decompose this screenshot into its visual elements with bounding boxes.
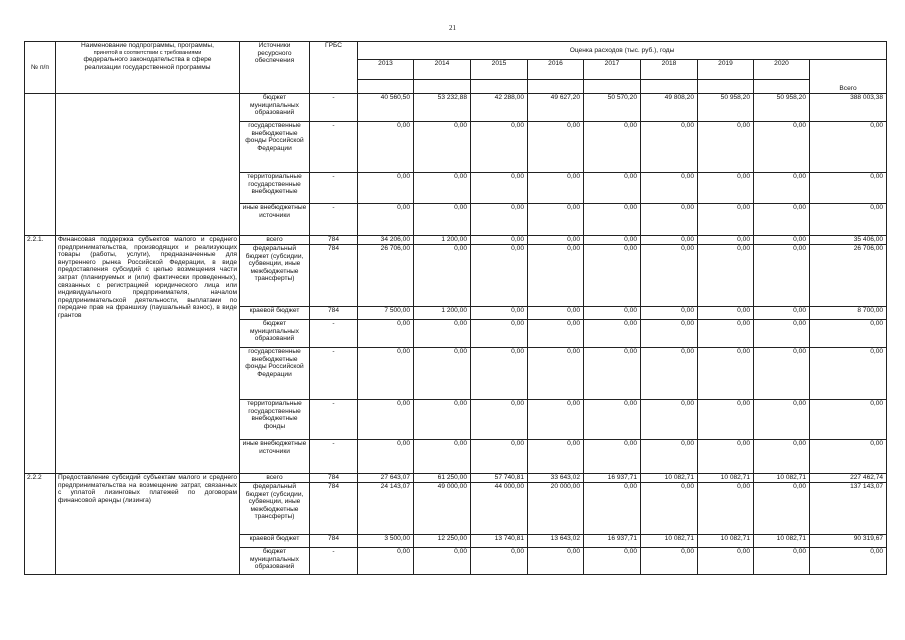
value-cell: 10 082,71 xyxy=(698,474,754,483)
value-cell: 0,00 xyxy=(641,348,698,400)
value-cell: 0,00 xyxy=(754,307,810,320)
header-np: № п/п xyxy=(25,42,56,94)
source-cell: государственные внебюджетные фонды Российской Федерации xyxy=(240,122,310,173)
grbs-cell: 784 xyxy=(310,307,358,320)
value-cell: 49 808,20 xyxy=(641,94,698,122)
value-cell: 0,00 xyxy=(698,440,754,474)
value-cell: 0,00 xyxy=(414,548,471,575)
table-header xyxy=(25,42,887,94)
value-cell: 0,00 xyxy=(810,320,887,348)
value-cell: 0,00 xyxy=(358,548,414,575)
grbs-cell: 784 xyxy=(310,245,358,307)
source-cell: федеральный бюджет (субсидии, субвенции, иные межбюджетные трансферты) xyxy=(240,245,310,307)
header-name-line1: Наименование подпрограммы, программы, xyxy=(81,42,214,49)
grbs-cell: - xyxy=(310,440,358,474)
value-cell: 0,00 xyxy=(358,204,414,236)
source-cell: территориальные государственные внебюджетные xyxy=(240,173,310,204)
value-cell: 0,00 xyxy=(528,245,584,307)
table-row xyxy=(25,236,887,245)
value-cell: 34 206,00 xyxy=(358,236,414,245)
value-cell: 137 143,07 xyxy=(810,483,887,535)
year-cell: 2017 xyxy=(584,60,641,80)
source-cell: краевой бюджет xyxy=(240,307,310,320)
grbs-cell: - xyxy=(310,348,358,400)
value-cell: 53 232,88 xyxy=(414,94,471,122)
grbs-cell: 784 xyxy=(310,535,358,548)
value-cell: 0,00 xyxy=(698,548,754,575)
value-cell: 0,00 xyxy=(414,400,471,440)
grbs-cell: - xyxy=(310,400,358,440)
value-cell: 0,00 xyxy=(698,122,754,173)
value-cell: 388 003,38 xyxy=(810,94,887,122)
value-cell: 0,00 xyxy=(754,236,810,245)
value-cell: 0,00 xyxy=(528,122,584,173)
value-cell: 0,00 xyxy=(471,173,528,204)
source-cell: территориальные государственные внебюджетные фонды xyxy=(240,400,310,440)
value-cell: 0,00 xyxy=(698,307,754,320)
grbs-cell: 784 xyxy=(310,236,358,245)
year-cell: 2013 xyxy=(358,60,414,80)
value-cell: 33 643,02 xyxy=(528,474,584,483)
value-cell: 10 082,71 xyxy=(641,474,698,483)
value-cell: 24 143,07 xyxy=(358,483,414,535)
value-cell: 1 200,00 xyxy=(414,236,471,245)
source-cell: иные внебюджетные источники xyxy=(240,204,310,236)
header-source: Источники ресурсного обеспечения xyxy=(240,42,310,94)
value-cell: 0,00 xyxy=(471,122,528,173)
source-cell: федеральный бюджет (субсидии, субвенции, иные межбюджетные трансферты) xyxy=(240,483,310,535)
page-number: 21 xyxy=(449,24,456,32)
row-number: 2.2.2 xyxy=(25,474,56,575)
value-cell: 0,00 xyxy=(584,483,641,535)
value-cell: 13 740,81 xyxy=(471,535,528,548)
value-cell: 50 958,20 xyxy=(754,94,810,122)
value-cell: 0,00 xyxy=(528,173,584,204)
value-cell: 0,00 xyxy=(810,348,887,400)
value-cell: 0,00 xyxy=(528,204,584,236)
value-cell: 0,00 xyxy=(414,320,471,348)
header-name xyxy=(56,42,240,94)
source-cell: бюджет муниципальных образований xyxy=(240,94,310,122)
value-cell: 0,00 xyxy=(471,204,528,236)
grbs-cell: - xyxy=(310,548,358,575)
row-name: Предоставление субсидий субъектам малого и среднего предпринимательства на возмещение затрат, связанных с уплатой лизинговых платежей по договорам финансовой аренды (лизинга) xyxy=(56,474,240,575)
grbs-cell: - xyxy=(310,204,358,236)
value-cell: 26 706,00 xyxy=(358,245,414,307)
value-cell: 0,00 xyxy=(698,236,754,245)
table-row xyxy=(25,94,887,122)
year-cell: 2016 xyxy=(528,60,584,80)
value-cell: 0,00 xyxy=(471,440,528,474)
value-cell: 90 319,67 xyxy=(810,535,887,548)
value-cell: 0,00 xyxy=(584,320,641,348)
value-cell: 0,00 xyxy=(810,400,887,440)
header-total: Всего xyxy=(810,60,887,94)
value-cell: 44 000,00 xyxy=(471,483,528,535)
value-cell: 57 740,81 xyxy=(471,474,528,483)
value-cell: 49 627,20 xyxy=(528,94,584,122)
year-cell: 2018 xyxy=(641,60,698,80)
value-cell: 0,00 xyxy=(698,173,754,204)
value-cell: 0,00 xyxy=(584,400,641,440)
value-cell: 0,00 xyxy=(358,440,414,474)
grbs-cell: - xyxy=(310,173,358,204)
value-cell: 3 500,00 xyxy=(358,535,414,548)
year-cell: 2019 xyxy=(698,60,754,80)
value-cell: 0,00 xyxy=(528,307,584,320)
value-cell: 0,00 xyxy=(698,204,754,236)
grbs-cell: - xyxy=(310,320,358,348)
value-cell: 0,00 xyxy=(414,204,471,236)
table-row xyxy=(25,474,887,483)
value-cell: 10 082,71 xyxy=(698,535,754,548)
value-cell: 0,00 xyxy=(471,320,528,348)
value-cell: 0,00 xyxy=(358,122,414,173)
value-cell: 0,00 xyxy=(414,440,471,474)
year-cell: 2020 xyxy=(754,60,810,80)
year-cell: 2015 xyxy=(471,60,528,80)
value-cell: 0,00 xyxy=(641,400,698,440)
value-cell: 0,00 xyxy=(528,548,584,575)
value-cell: 0,00 xyxy=(641,204,698,236)
value-cell: 227 462,74 xyxy=(810,474,887,483)
value-cell: 0,00 xyxy=(584,236,641,245)
header-grbs: ГРБС xyxy=(310,42,358,94)
source-cell: бюджет муниципальных образований xyxy=(240,320,310,348)
value-cell: 42 288,00 xyxy=(471,94,528,122)
value-cell: 0,00 xyxy=(754,173,810,204)
value-cell: 0,00 xyxy=(358,348,414,400)
value-cell: 0,00 xyxy=(754,440,810,474)
value-cell: 0,00 xyxy=(754,204,810,236)
value-cell: 0,00 xyxy=(414,173,471,204)
value-cell: 0,00 xyxy=(528,440,584,474)
value-cell: 16 937,71 xyxy=(584,474,641,483)
value-cell: 0,00 xyxy=(358,320,414,348)
value-cell: 0,00 xyxy=(358,173,414,204)
value-cell: 0,00 xyxy=(584,348,641,400)
value-cell: 35 406,00 xyxy=(810,236,887,245)
value-cell: 0,00 xyxy=(584,440,641,474)
value-cell: 0,00 xyxy=(471,307,528,320)
row-number xyxy=(25,94,56,236)
value-cell: 0,00 xyxy=(528,348,584,400)
value-cell: 12 250,00 xyxy=(414,535,471,548)
value-cell: 0,00 xyxy=(641,173,698,204)
value-cell: 0,00 xyxy=(641,122,698,173)
source-cell: всего xyxy=(240,236,310,245)
value-cell: 0,00 xyxy=(698,320,754,348)
value-cell: 0,00 xyxy=(754,400,810,440)
value-cell: 0,00 xyxy=(641,320,698,348)
source-cell: государственные внебюджетные фонды Российской Федерации xyxy=(240,348,310,400)
value-cell: 27 643,07 xyxy=(358,474,414,483)
value-cell: 0,00 xyxy=(754,320,810,348)
value-cell: 0,00 xyxy=(584,204,641,236)
row-name xyxy=(56,94,240,236)
value-cell: 8 700,00 xyxy=(810,307,887,320)
value-cell: 0,00 xyxy=(698,245,754,307)
value-cell: 0,00 xyxy=(698,483,754,535)
value-cell: 0,00 xyxy=(584,307,641,320)
value-cell: 26 706,00 xyxy=(810,245,887,307)
value-cell: 0,00 xyxy=(810,440,887,474)
value-cell: 0,00 xyxy=(414,245,471,307)
value-cell: 0,00 xyxy=(754,122,810,173)
source-cell: иные внебюджетные источники xyxy=(240,440,310,474)
row-number: 2.2.1. xyxy=(25,236,56,474)
value-cell: 0,00 xyxy=(754,548,810,575)
value-cell: 0,00 xyxy=(641,483,698,535)
value-cell: 50 570,20 xyxy=(584,94,641,122)
value-cell: 0,00 xyxy=(641,548,698,575)
header-estimate: Оценка расходов (тыс. руб.), годы xyxy=(358,42,887,60)
source-cell: краевой бюджет xyxy=(240,535,310,548)
value-cell: 0,00 xyxy=(528,400,584,440)
value-cell: 0,00 xyxy=(528,236,584,245)
value-cell: 0,00 xyxy=(810,548,887,575)
header-name-line3: федерального законодательства в сфере xyxy=(83,56,212,63)
source-cell: всего xyxy=(240,474,310,483)
value-cell: 0,00 xyxy=(414,348,471,400)
value-cell: 0,00 xyxy=(528,320,584,348)
source-cell: бюджет муниципальных образований xyxy=(240,548,310,575)
value-cell: 13 643,02 xyxy=(528,535,584,548)
value-cell: 61 250,00 xyxy=(414,474,471,483)
value-cell: 0,00 xyxy=(584,245,641,307)
value-cell: 0,00 xyxy=(754,348,810,400)
value-cell: 49 000,00 xyxy=(414,483,471,535)
value-cell: 0,00 xyxy=(414,122,471,173)
value-cell: 0,00 xyxy=(471,245,528,307)
value-cell: 0,00 xyxy=(471,400,528,440)
value-cell: 0,00 xyxy=(810,122,887,173)
value-cell: 0,00 xyxy=(698,348,754,400)
value-cell: 1 200,00 xyxy=(414,307,471,320)
header-name-line4: реализации государственной программы xyxy=(84,63,211,71)
expense-table xyxy=(24,41,887,575)
value-cell: 0,00 xyxy=(471,236,528,245)
grbs-cell: 784 xyxy=(310,483,358,535)
value-cell: 7 500,00 xyxy=(358,307,414,320)
value-cell: 16 937,71 xyxy=(584,535,641,548)
value-cell: 0,00 xyxy=(754,245,810,307)
value-cell: 0,00 xyxy=(471,348,528,400)
value-cell: 0,00 xyxy=(584,173,641,204)
grbs-cell: - xyxy=(310,94,358,122)
value-cell: 10 082,71 xyxy=(754,535,810,548)
header-name-line2: принятой в соответствии с требованиями xyxy=(93,49,202,56)
table-body xyxy=(25,94,887,575)
year-cell: 2014 xyxy=(414,60,471,80)
value-cell: 40 560,50 xyxy=(358,94,414,122)
value-cell: 0,00 xyxy=(698,400,754,440)
value-cell: 0,00 xyxy=(584,122,641,173)
value-cell: 0,00 xyxy=(641,440,698,474)
value-cell: 10 082,71 xyxy=(641,535,698,548)
value-cell: 0,00 xyxy=(358,400,414,440)
value-cell: 0,00 xyxy=(471,548,528,575)
value-cell: 10 082,71 xyxy=(754,474,810,483)
value-cell: 20 000,00 xyxy=(528,483,584,535)
value-cell: 0,00 xyxy=(641,236,698,245)
grbs-cell: - xyxy=(310,122,358,173)
row-name: Финансовая поддержка субъектов малого и среднего предпринимательства, производящих и реализующих товары (работы, услуги), предназначенные для внутреннего рынка Российской Федерации, в виде предоставления субсидий с целью возмещения части затрат (планируемых и (или) фактически проведенных), связанных с регистрацией юридического лица или индивидуального предпринимателя, началом предпринимательской деятельности, выплатами по передаче прав на франшизу (паушальный взнос), в виде грантов xyxy=(56,236,240,474)
value-cell: 0,00 xyxy=(584,548,641,575)
value-cell: 0,00 xyxy=(641,245,698,307)
value-cell: 0,00 xyxy=(810,173,887,204)
grbs-cell: 784 xyxy=(310,474,358,483)
value-cell: 0,00 xyxy=(641,307,698,320)
value-cell: 50 958,20 xyxy=(698,94,754,122)
value-cell: 0,00 xyxy=(810,204,887,236)
value-cell: 0,00 xyxy=(754,483,810,535)
